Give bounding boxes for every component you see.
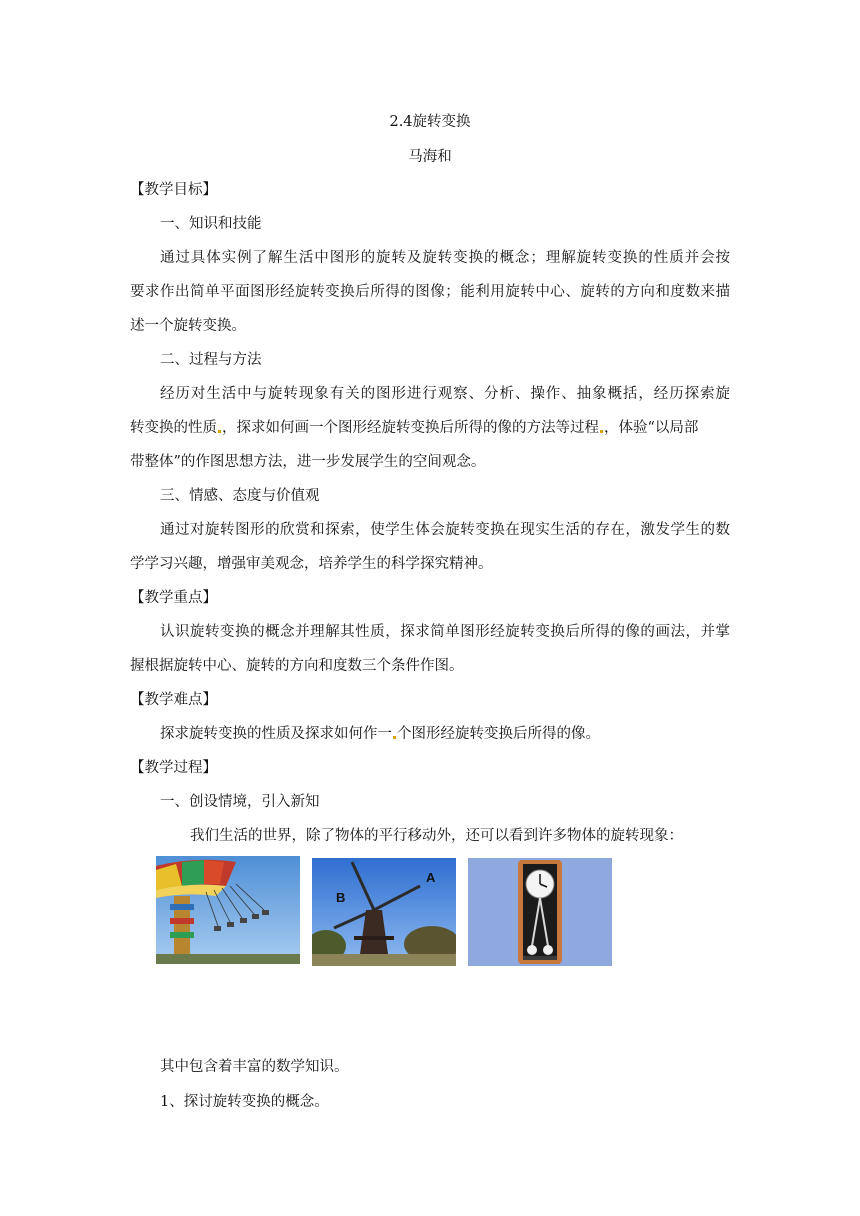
paragraph-line: 述一个旋转变换。 <box>130 318 246 334</box>
swing-ride-photo <box>156 856 300 964</box>
text-span: ，探求如何画一个图形经旋转变换后所得的像的方法等过程 <box>222 420 599 436</box>
paragraph-line <box>160 724 600 744</box>
paragraph-line: 带整体”的作图思想方法，进一步发展学生的空间观念。 <box>130 454 486 470</box>
text-span: 探求旋转变换的性质及探求如何作一 <box>160 726 392 742</box>
paragraph-line: 要求作出简单平面图形经旋转变换后所得的图像；能利用旋转中心、旋转的方向和度数来描 <box>130 284 730 300</box>
text-span: 转变换的性质 <box>130 420 217 436</box>
paragraph-line: 其中包含着丰富的数学知识。 <box>160 1059 349 1075</box>
subheading-knowledge: 一、知识和技能 <box>160 216 262 232</box>
subheading-attitude: 三、情感、态度与价值观 <box>160 488 320 504</box>
windmill-photo <box>312 858 456 966</box>
section-heading-goals: 【教学目标】 <box>130 182 217 198</box>
windmill-label-b: B <box>336 890 346 905</box>
edit-mark <box>218 430 221 433</box>
section-heading-difficulty: 【教学难点】 <box>130 692 217 708</box>
list-item: 1、探讨旋转变换的概念。 <box>160 1094 329 1110</box>
paragraph-line: 我们生活的世界，除了物体的平行移动外，还可以看到许多物体的旋转现象： <box>190 828 683 844</box>
section-heading-process: 【教学过程】 <box>130 760 217 776</box>
text-span: ，体验“以局部 <box>604 420 699 436</box>
doc-title: 2.4旋转变换 <box>389 114 471 130</box>
paragraph-line: 经历对生活中与旋转现象有关的图形进行观察、分析、操作、抽象概括，经历探索旋 <box>160 386 730 402</box>
paragraph-line: 通过对旋转图形的欣赏和探索，使学生体会旋转变换在现实生活的存在，激发学生的数 <box>160 522 730 538</box>
pendulum-clock-image <box>468 858 612 966</box>
paragraph-line: 认识旋转变换的概念并理解其性质，探求简单图形经旋转变换后所得的像的画法，并掌 <box>160 624 730 640</box>
paragraph-line: 握根据旋转中心、旋转的方向和度数三个条件作图。 <box>130 658 464 674</box>
paragraph-line <box>130 418 730 438</box>
text-span: 个图形经旋转变换后所得的像。 <box>397 726 600 742</box>
paragraph-line: 通过具体实例了解生活中图形的旋转及旋转变换的概念；理解旋转变换的性质并会按 <box>160 250 730 266</box>
windmill-image <box>312 858 456 966</box>
edit-mark <box>600 430 603 433</box>
section-heading-key: 【教学重点】 <box>130 590 217 606</box>
swing-ride-image <box>156 856 300 964</box>
windmill-label-a: A <box>426 870 436 885</box>
subheading-process: 二、过程与方法 <box>160 352 262 368</box>
pendulum-clock-photo <box>468 858 612 966</box>
edit-mark <box>393 736 396 739</box>
subheading-situation: 一、创设情境，引入新知 <box>160 794 320 810</box>
doc-author: 马海和 <box>408 149 452 165</box>
paragraph-line: 学学习兴趣，增强审美观念，培养学生的科学探究精神。 <box>130 556 493 572</box>
